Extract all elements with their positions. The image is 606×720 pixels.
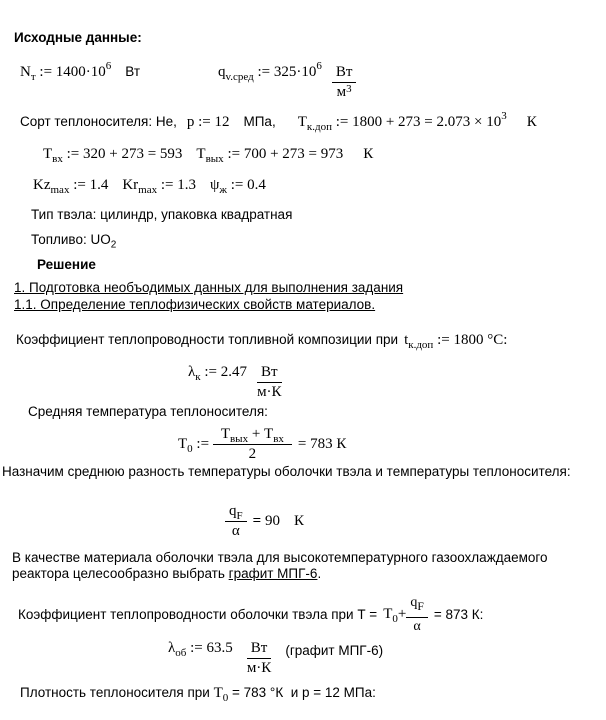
unit-fraction bbox=[332, 64, 357, 100]
math-var: T bbox=[213, 685, 223, 701]
math-var-subscript: вых bbox=[229, 433, 249, 445]
math-var-subscript: ж bbox=[219, 184, 228, 196]
eq-inlet-temp bbox=[43, 146, 183, 165]
math-expression: := 1.4 bbox=[69, 177, 109, 193]
eq-t-kdop bbox=[404, 332, 508, 351]
eq-volumetric-heat-rate bbox=[218, 60, 356, 100]
unit-label: К bbox=[293, 512, 304, 529]
line-lambda-cladding-caption bbox=[18, 595, 483, 635]
unit-denominator: м·К bbox=[246, 660, 272, 676]
math-var: λ bbox=[168, 640, 176, 656]
math-result: = 783 К bbox=[297, 435, 347, 452]
math-var: Kz bbox=[33, 177, 51, 193]
fraction-numerator bbox=[406, 595, 427, 618]
math-exponent: 3 bbox=[501, 110, 507, 122]
math-var-subscript: 0 bbox=[187, 442, 193, 455]
math-var: λ bbox=[188, 364, 196, 380]
math-expression: := 0.4 bbox=[227, 177, 266, 193]
eq-lambda-cladding bbox=[168, 640, 383, 676]
qf-fraction bbox=[225, 503, 247, 539]
unit-denominator bbox=[337, 83, 352, 100]
line-coolant-type bbox=[20, 110, 537, 133]
math-var: ψ bbox=[210, 177, 220, 193]
eq-max-fuel-temp bbox=[297, 110, 537, 133]
math-result: = 873 К: bbox=[433, 606, 484, 622]
math-var: T bbox=[383, 606, 393, 623]
math-var: T bbox=[220, 426, 230, 442]
eq-avg-coolant-temp bbox=[178, 426, 346, 462]
unit-label: К bbox=[526, 114, 537, 130]
step-1-heading: 1. Подготовка необъодимых данных для выполнения задания bbox=[14, 280, 404, 295]
material-text-line2: реактора целесообразно выбрать bbox=[12, 565, 229, 581]
section-title-solution: Решение bbox=[37, 257, 96, 272]
temp-fraction bbox=[213, 426, 292, 462]
eq-thermal-power bbox=[20, 60, 141, 83]
eq-kr-max bbox=[122, 177, 197, 196]
math-expression: := 700 + 273 = 973 bbox=[223, 146, 344, 162]
pressure-unit: МПа, bbox=[243, 114, 276, 129]
math-expression: := 1800 + 273 = 2.073 × 10 bbox=[331, 114, 502, 130]
line-inlet-outlet-temps bbox=[43, 146, 373, 163]
fraction-denominator: 2 bbox=[248, 446, 257, 462]
unit-numerator: Вт bbox=[257, 364, 282, 383]
math-term bbox=[178, 436, 213, 453]
math-var-subscript: об bbox=[175, 647, 187, 659]
plus-operator: + bbox=[397, 606, 407, 623]
unit-fraction bbox=[257, 364, 282, 400]
material-note: (графит МПГ-6) bbox=[285, 643, 384, 658]
math-var-subscript: к.доп bbox=[306, 121, 332, 133]
caption-text: Коэффициент теплопроводности оболочки твэла при Т = bbox=[18, 606, 378, 622]
fuel-subscript: 2 bbox=[110, 239, 117, 251]
math-expression: := 1400·10 bbox=[35, 64, 106, 80]
math-expression: := 2.47 bbox=[200, 364, 248, 380]
fuel-label: Топливо: UO bbox=[31, 232, 111, 247]
material-text-period: . bbox=[317, 565, 322, 581]
caption-text: Плотность теплоносителя при bbox=[20, 685, 214, 700]
fraction-denominator: α bbox=[413, 618, 421, 634]
eq-heat-flux-over-alpha bbox=[225, 503, 304, 539]
unit-denominator-exponent: 3 bbox=[346, 83, 352, 95]
math-var-subscript: v.сред bbox=[225, 71, 254, 83]
material-name-underlined: графит МПГ-6 bbox=[228, 565, 318, 581]
unit-fraction bbox=[247, 640, 272, 676]
math-var: q bbox=[218, 64, 226, 80]
math-var: N bbox=[20, 64, 31, 80]
eq-kz-max bbox=[33, 177, 109, 196]
math-var-subscript: F bbox=[236, 510, 243, 522]
math-term bbox=[213, 685, 229, 704]
eq-psi bbox=[210, 177, 266, 196]
math-expression: := 1.3 bbox=[157, 177, 197, 193]
math-term bbox=[218, 60, 322, 83]
unit-numerator: Вт bbox=[332, 64, 357, 83]
math-expression: := 325·10 bbox=[253, 64, 317, 80]
math-var: q bbox=[229, 503, 237, 519]
global-equals-operator: = bbox=[252, 512, 262, 529]
math-var: q bbox=[410, 595, 418, 610]
line-fuel bbox=[31, 232, 116, 254]
math-var-subscript: вых bbox=[205, 153, 224, 165]
caption-text-rest: = 783 °К и p = 12 МПа: bbox=[228, 685, 376, 700]
math-var: T bbox=[297, 114, 307, 130]
math-var-subscript: 0 bbox=[392, 613, 398, 626]
math-expression: := 1800 °С: bbox=[433, 332, 508, 348]
math-var-subscript: max bbox=[138, 184, 158, 196]
eq-outlet-temp bbox=[196, 146, 344, 165]
math-var: T bbox=[178, 435, 188, 452]
coolant-label: Сорт теплоносителя: He, bbox=[20, 114, 177, 129]
math-expression: + T bbox=[248, 426, 274, 442]
fraction-numerator bbox=[225, 503, 247, 522]
math-var: Kr bbox=[122, 177, 139, 193]
eq-lambda-fuel bbox=[188, 364, 282, 400]
math-term bbox=[168, 640, 233, 657]
unit-denominator-base: м bbox=[336, 84, 347, 100]
eq-pressure: p := 12 bbox=[186, 114, 230, 130]
math-var-subscript: т bbox=[30, 71, 36, 83]
line-density-caption bbox=[20, 684, 376, 702]
unit-label: К bbox=[363, 146, 374, 162]
math-exponent: 6 bbox=[105, 60, 112, 72]
fraction-numerator bbox=[213, 426, 292, 445]
math-var: t bbox=[404, 332, 409, 348]
step-1-1-heading: 1.1. Определение теплофизических свойств материалов. bbox=[14, 297, 376, 312]
paragraph-cladding-material bbox=[12, 550, 587, 581]
math-term bbox=[383, 606, 407, 626]
math-term bbox=[188, 364, 247, 381]
math-var-subscript: вх bbox=[273, 433, 284, 445]
line-delta-caption: Назначим среднюю разность температуры оболочки твэла и температуры теплоносителя: bbox=[2, 464, 571, 479]
qf-fraction bbox=[406, 595, 427, 635]
fraction-denominator: α bbox=[231, 523, 240, 539]
line-peaking-factors bbox=[33, 177, 266, 194]
math-var-subscript: max bbox=[50, 184, 70, 196]
math-var-subscript: к.доп bbox=[408, 339, 434, 351]
math-var-subscript: 0 bbox=[222, 692, 229, 704]
caption-text: Коэффициент теплопроводности топливной композиции при bbox=[16, 332, 399, 347]
assign-operator: := bbox=[192, 435, 213, 452]
material-text-line1: В качестве материала оболочки твэла для высокотемпературного газоохлаждаемого bbox=[12, 550, 548, 565]
math-var-subscript: к bbox=[195, 371, 201, 383]
math-var-subscript: F bbox=[417, 599, 424, 613]
math-var: T bbox=[196, 146, 206, 162]
unit-numerator: Вт bbox=[247, 640, 272, 659]
unit-denominator: м·К bbox=[257, 384, 282, 400]
math-result: 90 bbox=[261, 512, 280, 529]
line-fuel-element-type: Тип твэла: цилиндр, упаковка квадратная bbox=[31, 207, 293, 222]
math-expression: := 63.5 bbox=[186, 640, 233, 656]
math-var-subscript: вх bbox=[52, 153, 63, 165]
section-title-given-data: Исходные данные: bbox=[14, 30, 142, 45]
line-t0-caption: Средняя температура теплоносителя: bbox=[28, 404, 268, 419]
math-var: T bbox=[43, 146, 53, 162]
math-expression: := 320 + 273 = 593 bbox=[62, 146, 183, 162]
line-lambda-fuel-caption bbox=[16, 331, 507, 349]
unit-label: Вт bbox=[125, 64, 141, 79]
math-exponent: 6 bbox=[316, 60, 322, 72]
